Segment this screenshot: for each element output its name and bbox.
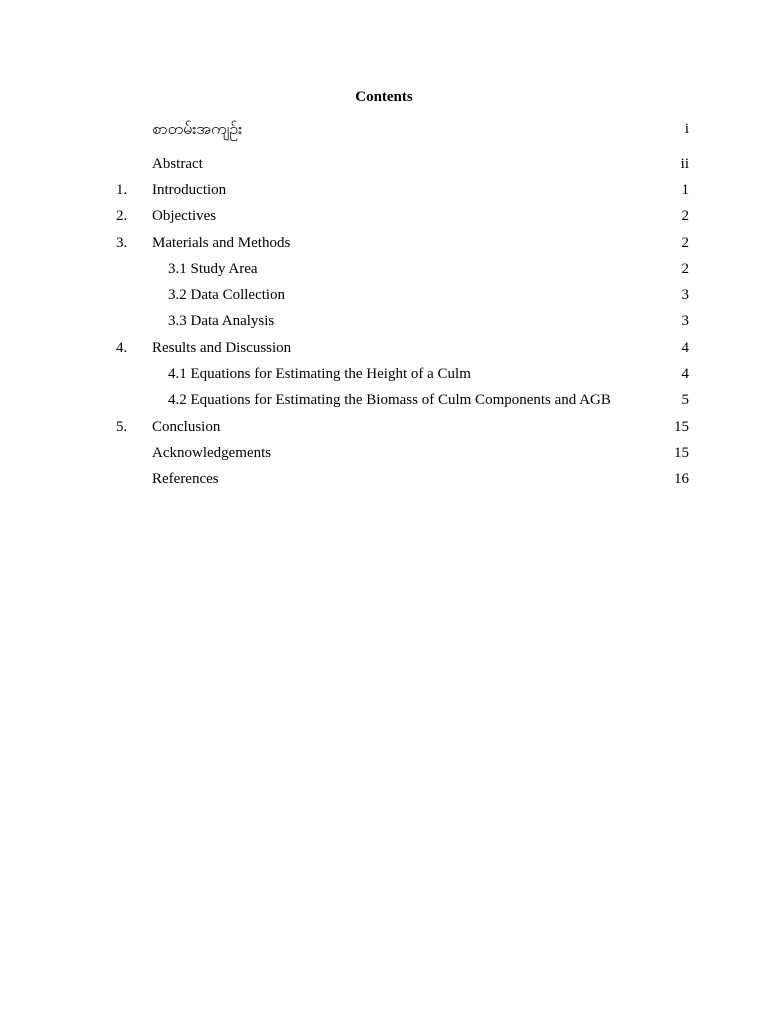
toc-entry-page: 3 [681,287,689,303]
toc-entry-page: 3 [681,313,689,329]
toc-entry-conclusion [0,416,768,438]
toc-entry-page: 4 [681,366,689,382]
toc-entry-label: စာတမ်းအကျဉ်း [152,119,243,138]
toc-entry-number: 3. [116,235,128,251]
toc-entry-label: Results and Discussion [152,340,292,356]
toc-entry-page: 15 [674,445,689,461]
toc-entry-materials-methods [0,232,768,254]
toc-entry-introduction [0,179,768,201]
toc-entry-page: 15 [674,419,689,435]
toc-entry-page: ii [680,156,689,172]
toc-entry-page: i [684,121,689,137]
toc-entry-number: 2. [116,208,128,224]
toc-entry-label: 3.1 Study Area [168,261,258,277]
toc-entry-label: Introduction [152,182,227,198]
toc-entry-label: Abstract [152,156,203,172]
toc-entry-label: Materials and Methods [152,235,291,251]
toc-entry-height-equations [0,363,768,385]
toc-entry-number: 5. [116,419,128,435]
toc-entry-label: 3.3 Data Analysis [168,313,275,329]
toc-entry-label: 3.2 Data Collection [168,287,286,303]
toc-entry-biomass-equations [0,389,768,411]
toc-entry-label: 4.1 Equations for Estimating the Height of a Culm [168,366,471,382]
toc-entry-page: 5 [681,392,689,408]
toc-entry-page: 16 [674,471,689,487]
toc-entry-page: 2 [681,208,689,224]
toc-entry-references [0,468,768,490]
toc-entry-data-analysis [0,310,768,332]
toc-entry-label: Conclusion [152,419,221,435]
toc-entry-myanmar-abstract [0,118,768,140]
toc-entry-number: 1. [116,182,128,198]
toc-entry-results-discussion [0,337,768,359]
toc-entry-data-collection [0,284,768,306]
toc-entry-page: 1 [681,182,689,198]
toc-entry-study-area [0,258,768,280]
toc-entry-label: Objectives [152,208,217,224]
toc-entry-label: References [152,471,219,487]
toc-entry-page: 2 [681,261,689,277]
toc-entry-objectives [0,205,768,227]
toc-entry-abstract [0,153,768,175]
toc-entry-page: 2 [681,235,689,251]
page-title: Contents [355,89,413,105]
toc-entry-page: 4 [681,340,689,356]
toc-entry-acknowledgements [0,442,768,464]
toc-entry-label: Acknowledgements [152,445,272,461]
toc-entry-label: 4.2 Equations for Estimating the Biomass of Culm Components and AGB [168,392,611,408]
toc-entry-number: 4. [116,340,128,356]
